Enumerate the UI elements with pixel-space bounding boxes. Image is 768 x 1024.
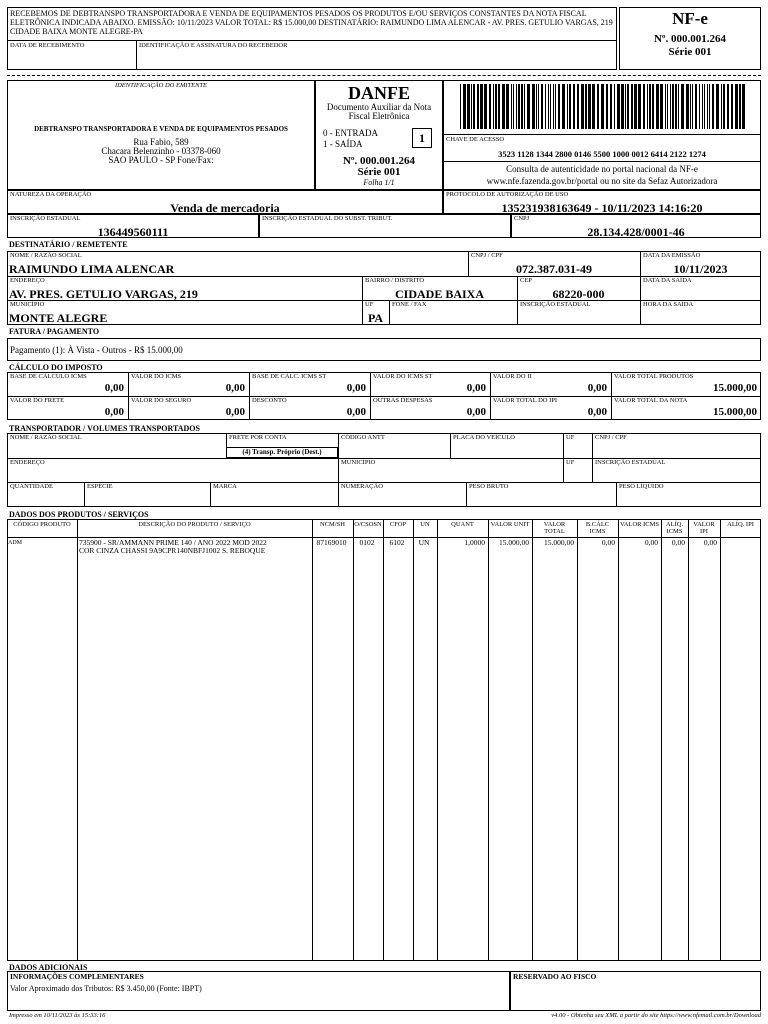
emitente-label: IDENTIFICAÇÃO DO EMITENTE (114, 82, 208, 89)
col-header-descricao: DESCRIÇÃO DO PRODUTO / SERVIÇO (138, 521, 251, 528)
transp-liquido-label: PESO LÍQUIDO (619, 483, 664, 490)
transportador-section-title: TRANSPORTADOR / VOLUMES TRANSPORTADOS (9, 424, 200, 433)
dest-uf-value: PA (367, 311, 384, 325)
dest-endereco-value: AV. PRES. GETULIO VARGAS, 219 (9, 287, 198, 301)
transp-uf2-label: UF (566, 459, 575, 466)
dest-ie-label: INSCRIÇÃO ESTADUAL (520, 301, 591, 308)
transportador-box (7, 433, 761, 507)
produtos-section-title: DADOS DOS PRODUTOS / SERVIÇOS (9, 510, 149, 519)
barcode-image (458, 84, 748, 129)
natureza-value: Venda de mercadoria (170, 201, 280, 215)
imposto-value: 0,00 (225, 382, 245, 394)
imposto-value: 0,00 (466, 406, 486, 418)
dest-endereco-label: ENDEREÇO (10, 277, 45, 284)
info-complementares-text: Valor Aproximado dos Tributos: R$ 3.450,00 (Fonte: IBPT) (10, 984, 202, 993)
col-header-vtotal: VALOR TOTAL (543, 521, 566, 535)
product-cell-un: UN (418, 538, 430, 547)
danfe-subtitle-1: Documento Auxiliar da Nota (326, 102, 432, 112)
imposto-label: VALOR DO FRETE (10, 397, 65, 404)
dest-emissao-value: 10/11/2023 (673, 262, 728, 276)
chave-label: CHAVE DE ACESSO (446, 136, 505, 143)
imposto-label: VALOR DO ICMS (131, 373, 182, 380)
dest-hora-label: HORA DA SAÍDA (643, 301, 694, 308)
produtos-table (7, 519, 761, 961)
col-header-bcicms: B.CÁLC ICMS (585, 521, 610, 535)
col-header-cfop: CFOP (389, 521, 407, 528)
imposto-value: 0,00 (587, 406, 607, 418)
product-cell-bcicms: 0,00 (601, 538, 615, 547)
ie-value: 136449560111 (97, 225, 169, 239)
product-cell-vtotal: 15.000,00 (544, 538, 574, 547)
nfe-stub-series: Série 001 (668, 46, 712, 58)
product-description-line-1: 735900 - SR/AMMANN PRIME 140 / ANO 2022 MOD 2022 (79, 538, 267, 547)
product-cell-ncm: 87169010 (316, 538, 347, 547)
receipt-signature-label: IDENTIFICAÇÃO E ASSINATURA DO RECEBEDOR (139, 42, 288, 49)
iest-label: INSCRIÇÃO ESTADUAL DO SUBST. TRIBUT. (262, 215, 393, 222)
dest-saida-label: DATA DA SAÍDA (643, 277, 692, 284)
transp-quantidade-label: QUANTIDADE (10, 483, 53, 490)
danfe-type-value: 1 (419, 131, 425, 145)
imposto-value: 0,00 (225, 406, 245, 418)
product-cell-quant: 1,0000 (464, 538, 485, 547)
col-header-cst: O/CSOSN (354, 521, 382, 528)
dest-bairro-label: BAIRRO / DISTRITO (365, 277, 425, 284)
transp-placa-label: PLACA DO VEÍCULO (453, 434, 515, 441)
col-header-quant: QUANT (451, 521, 474, 528)
danfe-series: Série 001 (357, 166, 401, 178)
transp-marca-label: MARCA (213, 483, 237, 490)
dest-cep-value: 68220-000 (552, 287, 605, 301)
protocolo-value: 135231938163649 - 10/11/2023 14:16:20 (501, 201, 703, 215)
dest-fone-label: FONE / FAX (392, 301, 427, 308)
fatura-text: Pagamento (1): À Vista - Outros - R$ 15.000,00 (10, 345, 183, 355)
col-header-codigo: CÓDIGO PRODUTO (13, 521, 71, 528)
natureza-label: NATUREZA DA OPERAÇÃO (10, 191, 92, 198)
col-header-vipi: VALOR IPI (693, 521, 715, 535)
danfe-title: DANFE (348, 83, 410, 103)
transp-frete-value: (4) Transp. Próprio (Dest.) (242, 448, 322, 456)
product-cell-vicms: 0,00 (644, 538, 658, 547)
col-header-un: UN (420, 521, 430, 528)
imposto-section-title: CÁLCULO DO IMPOSTO (9, 363, 103, 372)
cnpj-value: 28.134.428/0001-46 (587, 225, 685, 239)
transp-municipio-label: MUNICÍPIO (341, 459, 376, 466)
transp-especie-label: ESPÉCIE (87, 483, 113, 490)
dest-nome-value: RAIMUNDO LIMA ALENCAR (9, 262, 175, 276)
imposto-value: 0,00 (587, 382, 607, 394)
fatura-section-title: FATURA / PAGAMENTO (9, 327, 100, 336)
footer-version: v4.00 - Obtenha seu XML a partir do site https://www.nfemail.com.br/Download (551, 1012, 761, 1019)
emitente-address-2: Chacara Belenzinho - 03378-060 (101, 146, 221, 156)
consulta-line-2: www.nfe.fazenda.gov.br/portal ou no site da Sefaz Autorizadora (486, 176, 718, 186)
adicionais-section-title: DADOS ADICIONAIS (9, 963, 88, 972)
imposto-label: VALOR DO II (493, 373, 532, 380)
imposto-label: DESCONTO (252, 397, 287, 404)
dest-cpf-label: CNPJ / CPF (471, 252, 503, 259)
product-cell-cst: 0102 (359, 538, 375, 547)
imposto-label: VALOR TOTAL DA NOTA (614, 397, 688, 404)
imposto-value: 0,00 (104, 382, 124, 394)
col-header-vicms: VALOR ICMS (619, 521, 660, 528)
dest-cep-label: CEP (520, 277, 532, 284)
imposto-label: VALOR DO SEGURO (131, 397, 192, 404)
imposto-value: 0,00 (346, 406, 366, 418)
dest-municipio-value: MONTE ALEGRE (9, 311, 108, 325)
transp-bruto-label: PESO BRUTO (469, 483, 509, 490)
chave-value: 3523 1128 1344 2800 0146 5500 1000 0012 6414 2122 1274 (498, 149, 706, 159)
info-complementares-label: INFORMAÇÕES COMPLEMENTARES (10, 972, 144, 981)
nfe-stub-number: Nº. 000.001.264 (653, 33, 727, 45)
emitente-address-1: Rua Fabio, 589 (133, 137, 189, 147)
dest-nome-label: NOME / RAZÃO SOCIAL (10, 252, 82, 259)
transp-cnpj-label: CNPJ / CPF (595, 434, 627, 441)
product-cell-vipi: 0,00 (703, 538, 717, 547)
protocolo-label: PROTOCOLO DE AUTORIZAÇÃO DE USO (446, 191, 569, 198)
dest-emissao-label: DATA DA EMISSÃO (643, 252, 701, 259)
col-header-aliqipi: ALÍQ. IPI (727, 521, 754, 528)
cut-line (7, 75, 761, 76)
imposto-label: VALOR TOTAL PRODUTOS (614, 373, 694, 380)
product-description-line-2: COR CINZA CHASSI 9A9CPR140NBFJ1002 S. REBOQUE (79, 546, 266, 555)
imposto-label: BASE DE CÁLCULO ICMS (10, 373, 87, 380)
dest-cpf-value: 072.387.031-49 (516, 262, 592, 276)
transp-antt-label: CÓDIGO ANTT (341, 434, 385, 441)
imposto-label: VALOR DO ICMS ST (373, 373, 433, 380)
emitente-box (7, 80, 315, 190)
product-cell-aliqicms: 0,00 (671, 538, 685, 547)
product-cell-codigo: ADM (8, 540, 23, 546)
transp-nome-label: NOME / RAZÃO SOCIAL (10, 434, 82, 441)
fisco-label: RESERVADO AO FISCO (513, 972, 597, 981)
imposto-label: OUTRAS DESPESAS (373, 397, 433, 404)
dest-bairro-value: CIDADE BAIXA (394, 287, 484, 301)
col-header-vunit: VALOR UNIT (490, 521, 530, 528)
imposto-label: BASE DE CÁLC. ICMS ST (252, 373, 327, 380)
transp-numeracao-label: NUMERAÇÃO (341, 483, 383, 490)
cnpj-label: CNPJ (514, 215, 530, 222)
receipt-date-label: DATA DE RECEBIMENTO (10, 42, 85, 49)
consulta-line-1: Consulta de autenticidade no portal nacional da NF-e (506, 164, 698, 174)
danfe-saida: 1 - SAÍDA (323, 139, 363, 149)
nfe-stub-title: NF-e (672, 9, 708, 28)
ie-label: INSCRIÇÃO ESTADUAL (10, 215, 81, 222)
danfe-folha: Folha 1/1 (363, 178, 395, 187)
dest-uf-label: UF (365, 301, 374, 308)
transp-uf-label: UF (566, 434, 575, 441)
emitente-address-3: SAO PAULO - SP Fone/Fax: (108, 155, 214, 165)
dest-municipio-label: MUNICÍPIO (10, 301, 45, 308)
receipt-text: RECEBEMOS DE DEBTRANSPO TRANSPORTADORA E VENDA DE EQUIPAMENTOS PESADOS OS PRODUTOS E/OU SERVIÇOS CONSTANTES DA NOTA FISCAL ELETRÔNICA INDICADA ABAIXO. EMISSÃO: 10/11/2023 VALOR TOTAL: R$ 15.000,00 DESTINATÁRIO: RAIMUNDO LIMA ALENCAR - AV. PRES. GETULIO VARGAS, 219 CIDADE BAIXA MONTE ALEGRE-PA (10, 9, 613, 36)
product-cell-cfop: 6102 (389, 538, 405, 547)
transp-endereco-label: ENDEREÇO (10, 459, 45, 466)
product-cell-vunit: 15.000,00 (499, 538, 529, 547)
col-header-ncm: NCM/SH (320, 521, 345, 528)
danfe-number: Nº. 000.001.264 (342, 155, 416, 167)
imposto-value: 15.000,00 (713, 406, 757, 418)
footer-printed: Impresso em 10/11/2023 às 15:33:16 (9, 1012, 106, 1019)
destinatario-section-title: DESTINATÁRIO / REMETENTE (9, 240, 128, 249)
col-header-aliqicms: ALÍQ. ICMS (665, 521, 684, 535)
transp-frete-label: FRETE POR CONTA (229, 434, 287, 441)
imposto-label: VALOR TOTAL DO IPI (493, 397, 558, 404)
transp-ie-label: INSCRIÇÃO ESTADUAL (595, 459, 666, 466)
imposto-value: 0,00 (466, 382, 486, 394)
danfe-subtitle-2: Fiscal Eletrônica (348, 111, 410, 121)
imposto-value: 15.000,00 (713, 382, 757, 394)
imposto-value: 0,00 (104, 406, 124, 418)
emitente-name: DEBTRANSPO TRANSPORTADORA E VENDA DE EQUIPAMENTOS PESADOS (34, 125, 288, 133)
danfe-entrada: 0 - ENTRADA (323, 128, 378, 138)
imposto-value: 0,00 (346, 382, 366, 394)
